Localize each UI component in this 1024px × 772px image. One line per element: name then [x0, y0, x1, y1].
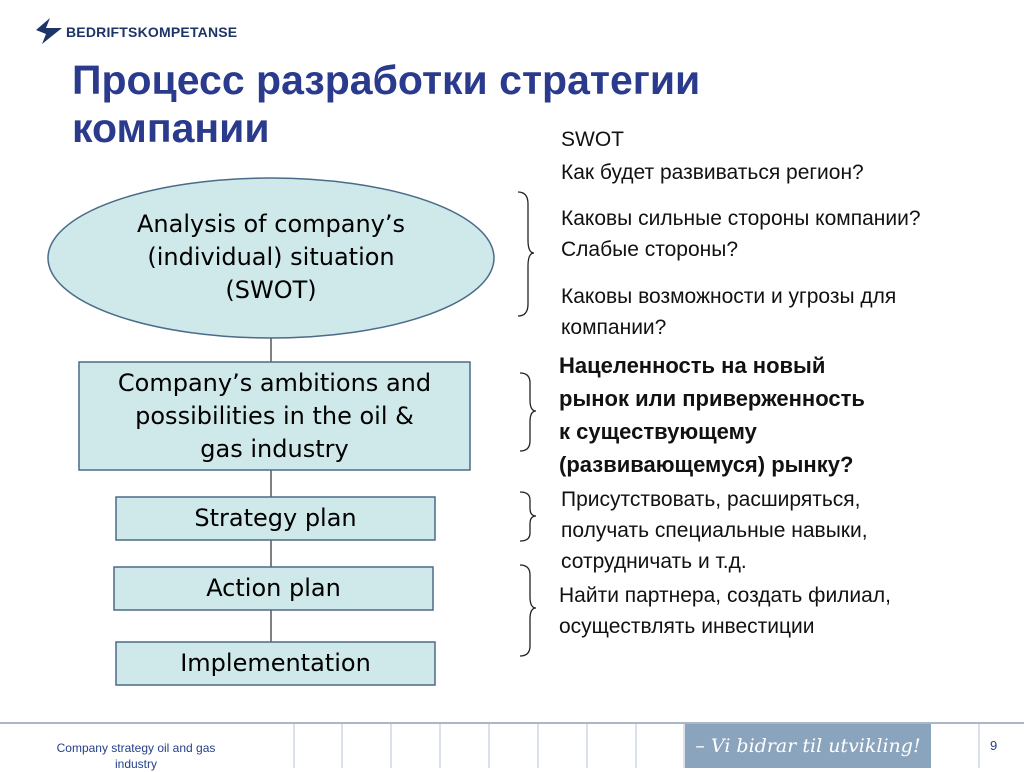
brace-action: [520, 565, 536, 656]
note-action-line-1: Найти партнера, создать филиал,: [559, 584, 891, 607]
step-analysis-line-2: (individual) situation: [147, 243, 395, 271]
note-strategy-line-1: Присутствовать, расширяться,: [561, 488, 861, 511]
step-analysis-line-3: (SWOT): [225, 276, 317, 304]
footer-grid: [293, 724, 685, 768]
step-ambitions-line-2: possibilities in the oil &: [135, 402, 414, 430]
step-strategy-line-1: Strategy plan: [194, 504, 357, 532]
brace-ambitions: [520, 373, 536, 451]
note-opportunities: [561, 281, 896, 343]
logo-text: BEDRIFTSKOMPETANSE: [66, 24, 238, 40]
note-ambitions-line-2: рынок или приверженность: [559, 386, 865, 411]
note-strategy: [561, 484, 868, 577]
note-strengths-line-2: Слабые стороны?: [561, 238, 739, 261]
note-opportunities-line-2: компании?: [561, 316, 667, 339]
step-strategy-label: [116, 502, 435, 535]
note-strategy-line-2: получать специальные навыки,: [561, 519, 868, 542]
step-action-line-1: Action plan: [206, 574, 341, 602]
footer-slogan: – Vi bidrar til utvikling!: [685, 724, 931, 768]
title-line-2: компании: [72, 105, 270, 151]
note-action: [559, 580, 891, 642]
brace-swot: [518, 192, 534, 316]
footer-grid-right: [931, 724, 981, 768]
note-ambitions-line-4: (развивающемуся) рынку?: [559, 452, 854, 477]
step-analysis-line-1: Analysis of company’s: [136, 210, 406, 238]
page-number: 9: [990, 738, 998, 753]
note-strategy-line-3: сотрудничать и т.д.: [561, 550, 747, 573]
step-ambitions-label: [79, 367, 470, 466]
note-region: Как будет развиваться регион?: [561, 161, 864, 184]
note-strengths-line-1: Каковы сильные стороны компании?: [561, 207, 921, 230]
note-ambitions: [559, 349, 865, 481]
note-ambitions-line-3: к существующему: [559, 419, 757, 444]
step-action-label: [114, 572, 433, 605]
step-implementation-label: [116, 647, 435, 680]
title-line-1: Процесс разработки стратегии: [72, 57, 701, 103]
note-swot: SWOT: [561, 128, 624, 151]
note-ambitions-line-1: Нацеленность на новый: [559, 353, 826, 378]
footer-caption: Company strategy oil and gas industry: [56, 741, 216, 771]
note-opportunities-line-1: Каковы возможности и угрозы для: [561, 285, 897, 308]
step-ambitions-line-3: gas industry: [200, 435, 349, 463]
step-implementation-line-1: Implementation: [180, 649, 371, 677]
note-action-line-2: осуществлять инвестиции: [559, 615, 815, 638]
step-analysis-label: [60, 208, 482, 307]
note-strengths: [561, 203, 921, 265]
brace-strategy: [520, 492, 536, 541]
step-ambitions-line-1: Company’s ambitions and: [117, 369, 432, 397]
